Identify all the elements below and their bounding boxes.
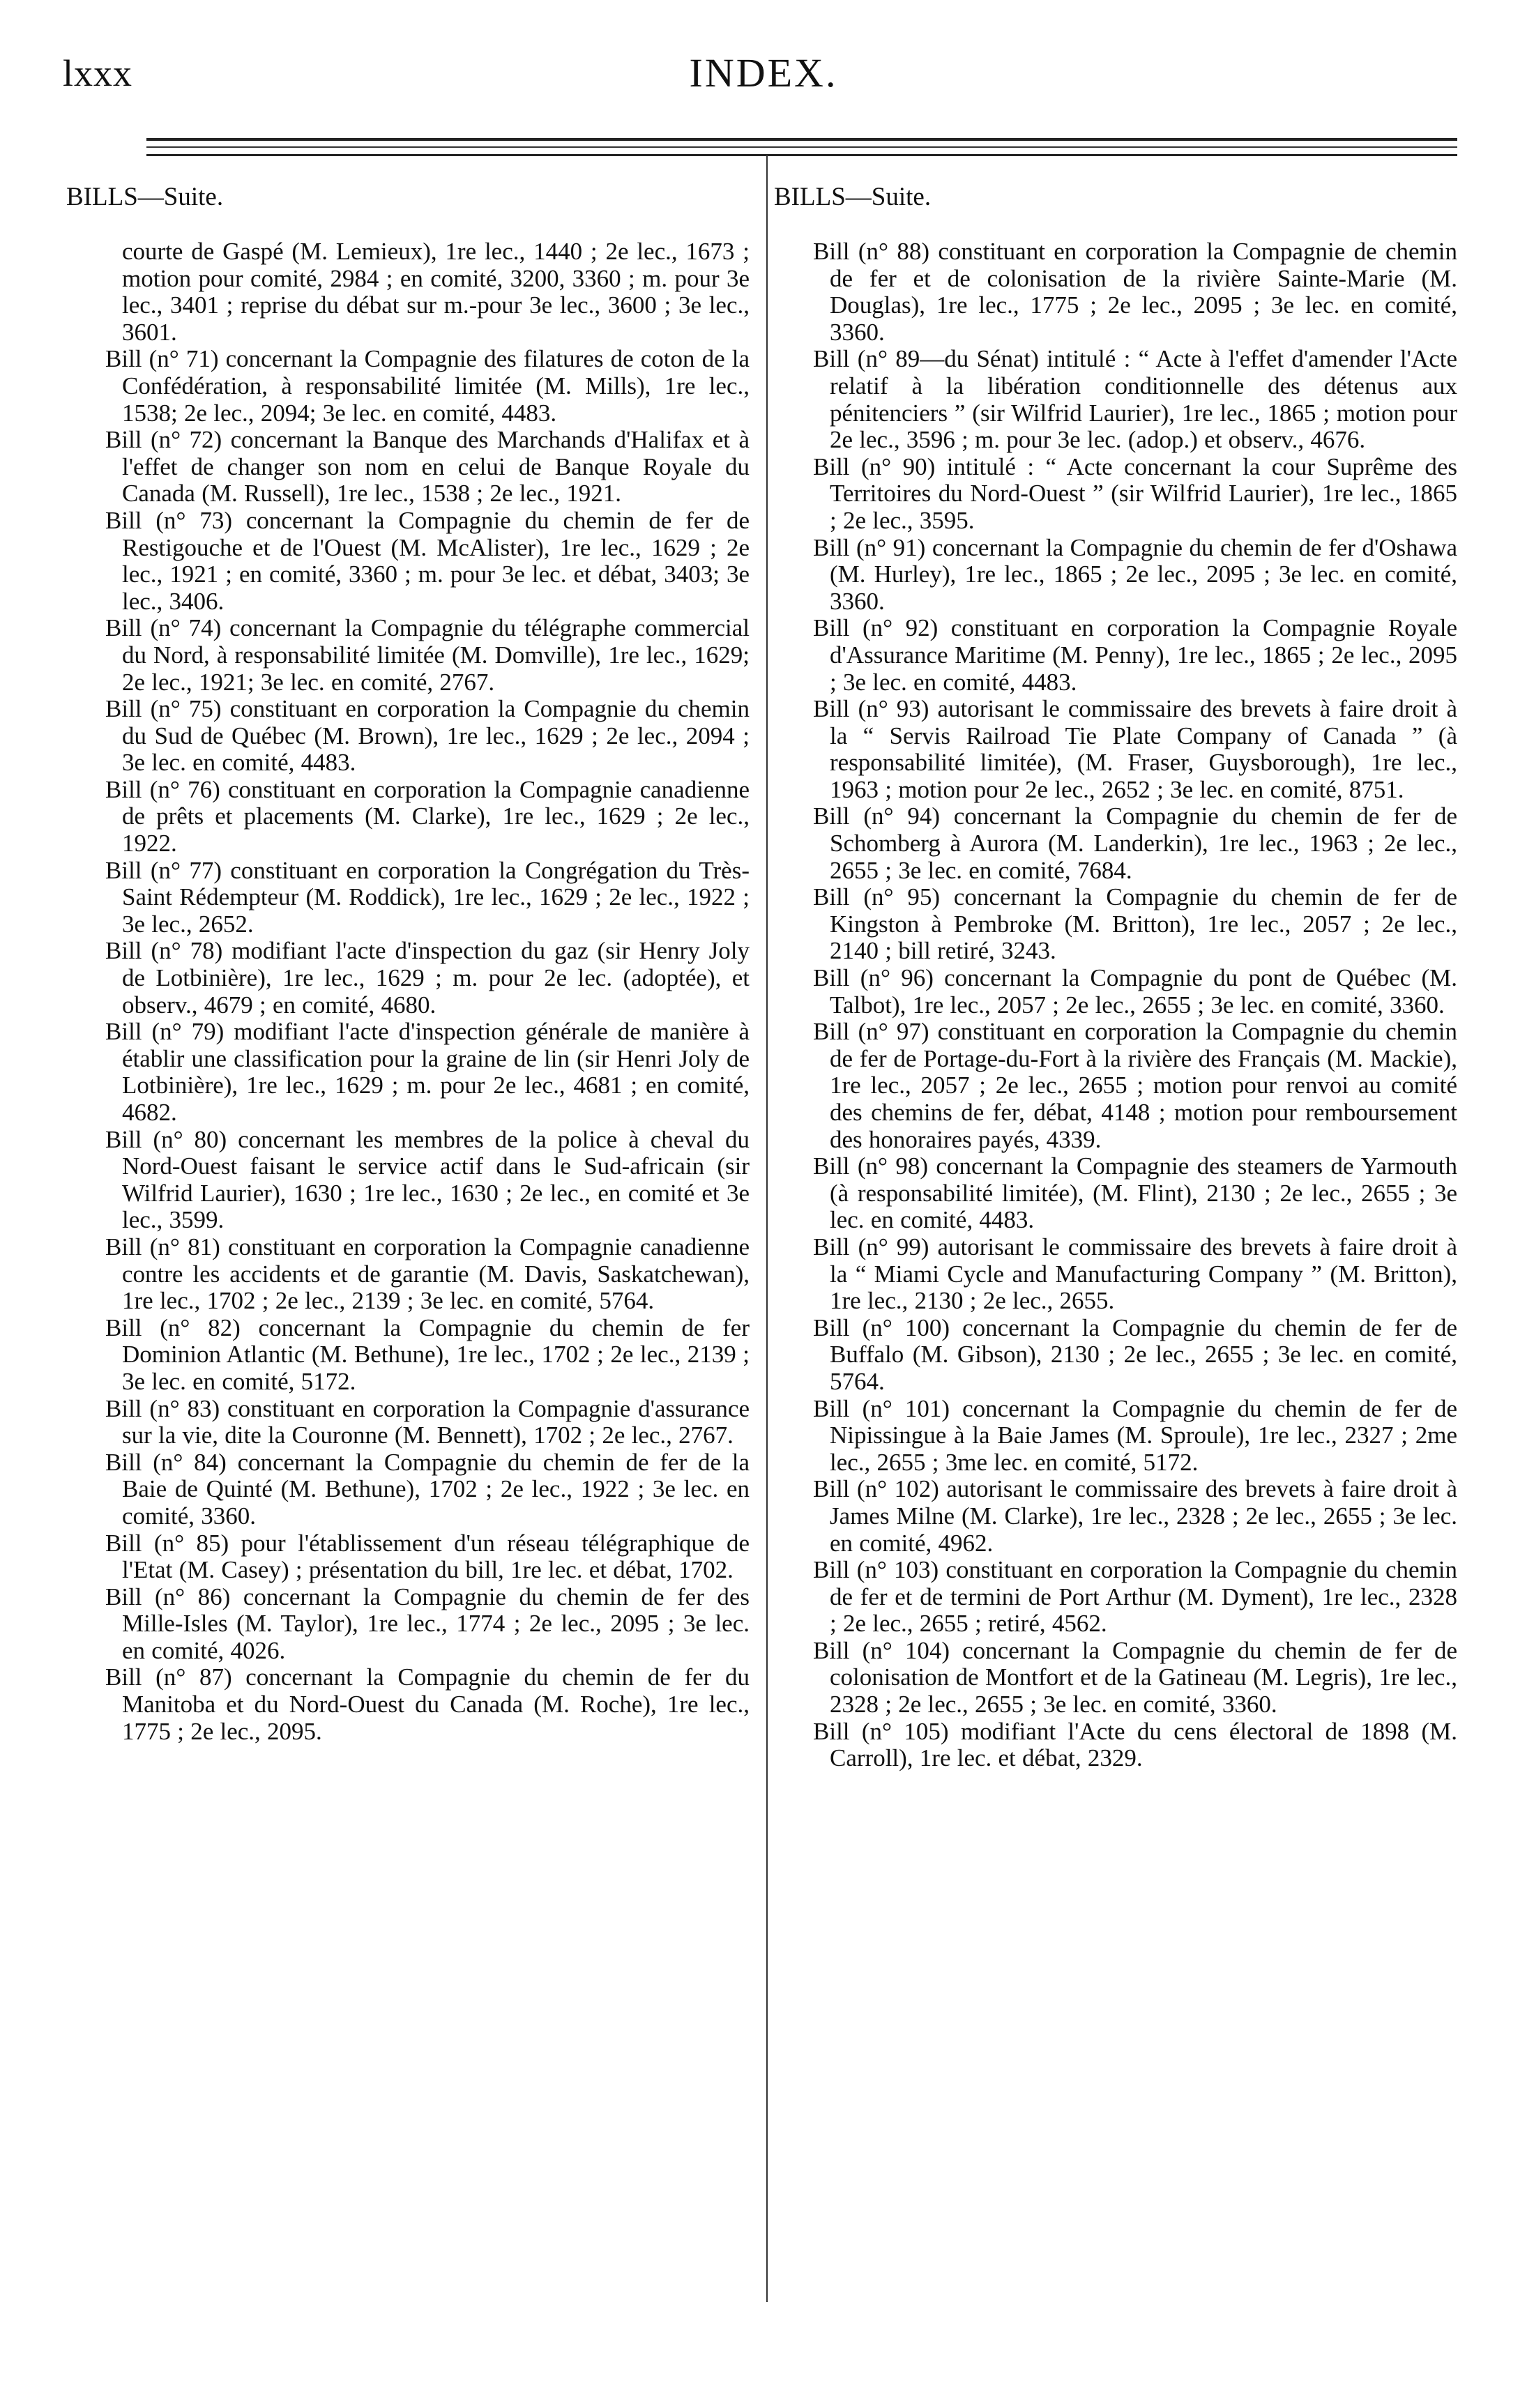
index-entry: Bill (n° 94) concernant la Compagnie du chemin de fer de Schomberg à Aurora (M. Landerkin), 1re lec., 1963 ; 2e lec., 2655 ; 3e lec. en comité, 7684. <box>813 802 1457 884</box>
index-entry: Bill (n° 91) concernant la Compagnie du chemin de fer d'Oshawa (M. Hurley), 1re lec., 1865 ; 2e lec., 2095 ; 3e lec. en comité, 3360. <box>813 533 1457 615</box>
index-entry: Bill (n° 81) constituant en corporation la Compagnie canadienne contre les accidents et de garantie (M. Davis, Saskatchewan), 1re lec., 1702 ; 2e lec., 2139 ; 3e lec. en comité, 5764. <box>105 1233 750 1315</box>
left-column <box>66 180 750 1745</box>
index-entry: Bill (n° 85) pour l'établissement d'un réseau télégraphique de l'Etat (M. Casey) ; présentation du bill, 1re lec. et débat, 1702. <box>105 1529 750 1584</box>
index-entry: Bill (n° 77) constituant en corporation la Congrégation du Très-Saint Rédempteur (M. Roddick), 1re lec., 1629 ; 2e lec., 1922 ; 3e lec., 2652. <box>105 856 750 938</box>
right-column-heading: BILLS—Suite. <box>774 183 932 211</box>
index-entry: Bill (n° 102) autorisant le commissaire des brevets à faire droit à James Milne (M. Clarke), 1re lec., 2328 ; 2e lec., 2655 ; 3e lec. en comité, 4962. <box>813 1475 1457 1557</box>
index-entry: Bill (n° 83) constituant en corporation la Compagnie d'assurance sur la vie, dite la Couronne (M. Bennett), 1702 ; 2e lec., 2767. <box>105 1394 750 1449</box>
index-entry: Bill (n° 90) intitulé : “ Acte concernant la cour Suprême des Territoires du Nord-Ouest ” (sir Wilfrid Laurier), 1re lec., 1865 ; 2e lec., 3595. <box>813 452 1457 534</box>
index-entry: Bill (n° 92) constituant en corporation la Compagnie Royale d'Assurance Maritime (M. Penny), 1re lec., 1865 ; 2e lec., 2095 ; 3e lec. en comité, 4483. <box>813 614 1457 696</box>
index-entry: courte de Gaspé (M. Lemieux), 1re lec., 1440 ; 2e lec., 1673 ; motion pour comité, 2984 ; en comité, 3200, 3360 ; m. pour 3e lec., 3401 ; reprise du débat sur m.-pour 3e lec., 3600 ; 3e lec., 3601. <box>122 238 750 346</box>
index-entry: Bill (n° 98) concernant la Compagnie des steamers de Yarmouth (à responsabilité limitée), (M. Flint), 2130 ; 2e lec., 2655 ; 3e lec. en comité, 4483. <box>813 1152 1457 1234</box>
index-entry: Bill (n° 89—du Sénat) intitulé : “ Acte à l'effet d'amender l'Acte relatif à la libération conditionnelle des détenus aux pénitenciers ” (sir Wilfrid Laurier), 1re lec., 1865 ; motion pour 2e lec., 3596 ; m. pour 3e lec. (adop.) et observ., 4676. <box>813 345 1457 454</box>
index-entry: Bill (n° 100) concernant la Compagnie du chemin de fer de Buffalo (M. Gibson), 2130 ; 2e lec., 2655 ; 3e lec. en comité, 5764. <box>813 1313 1457 1395</box>
index-entry: Bill (n° 73) concernant la Compagnie du chemin de fer de Restigouche et de l'Ouest (M. McAlister), 1re lec., 1629 ; 2e lec., 1921 ; en comité, 3360 ; m. pour 3e lec. et débat, 3403; 3e lec., 3406. <box>105 506 750 615</box>
running-head: INDEX. <box>689 50 838 96</box>
index-entry: Bill (n° 93) autorisant le commissaire des brevets à faire droit à la “ Servis Railroad Tie Plate Company of Canada ” (à responsabilité limitée), (M. Fraser, Guysborough), 1re lec., 1963 ; motion pour 2e lec., 2652 ; 3e lec. en comité, 8751. <box>813 695 1457 803</box>
index-entry: Bill (n° 79) modifiant l'acte d'inspection générale de manière à établir une classification pour la graine de lin (sir Henri Joly de Lotbinière), 1re lec., 1629 ; m. pour 2e lec., 4681 ; en comité, 4682. <box>105 1018 750 1126</box>
index-entry: Bill (n° 84) concernant la Compagnie du chemin de fer de la Baie de Quinté (M. Bethune), 1702 ; 2e lec., 1922 ; 3e lec. en comité, 3360. <box>105 1448 750 1530</box>
right-index-entries <box>774 238 1457 1772</box>
index-entry: Bill (n° 96) concernant la Compagnie du pont de Québec (M. Talbot), 1re lec., 2057 ; 2e lec., 2655 ; 3e lec. en comité, 3360. <box>813 964 1457 1019</box>
index-entry: Bill (n° 78) modifiant l'acte d'inspection du gaz (sir Henry Joly de Lotbinière), 1re lec., 1629 ; m. pour 2e lec. (adoptée), et observ., 4679 ; en comité, 4680. <box>105 937 750 1019</box>
index-entry: Bill (n° 71) concernant la Compagnie des filatures de coton de la Confédération, à responsabilité limitée (M. Mills), 1re lec., 1538; 2e lec., 2094; 3e lec. en comité, 4483. <box>105 345 750 427</box>
index-entry: Bill (n° 104) concernant la Compagnie du chemin de fer de colonisation de Montfort et de la Gatineau (M. Legris), 1re lec., 2328 ; 2e lec., 2655 ; 3e lec. en comité, 3360. <box>813 1636 1457 1719</box>
index-entry: Bill (n° 99) autorisant le commissaire des brevets à faire droit à la “ Miami Cycle and Manufacturing Company ” (M. Britton), 1re lec., 2130 ; 2e lec., 2655. <box>813 1233 1457 1315</box>
index-entry: Bill (n° 88) constituant en corporation la Compagnie de chemin de fer et de colonisation de la rivière Sainte-Marie (M. Douglas), 1re lec., 1775 ; 2e lec., 2095 ; 3e lec. en comité, 3360. <box>813 238 1457 346</box>
index-entry: Bill (n° 86) concernant la Compagnie du chemin de fer des Mille-Isles (M. Taylor), 1re lec., 1774 ; 2e lec., 2095 ; 3e lec. en comité, 4026. <box>105 1583 750 1664</box>
header-rule-middle <box>146 146 1457 148</box>
header-rule-top <box>146 138 1457 141</box>
index-entry: Bill (n° 87) concernant la Compagnie du chemin de fer du Manitoba et du Nord-Ouest du Canada (M. Roche), 1re lec., 1775 ; 2e lec., 2095. <box>105 1663 750 1745</box>
index-entry: Bill (n° 72) concernant la Banque des Marchands d'Halifax et à l'effet de changer son nom en celui de Banque Royale du Canada (M. Russell), 1re lec., 1538 ; 2e lec., 1921. <box>105 426 750 508</box>
right-column <box>774 180 1457 1772</box>
index-entry: Bill (n° 80) concernant les membres de la police à cheval du Nord-Ouest faisant le service actif dans le Sud-africain (sir Wilfrid Laurier), 1630 ; 1re lec., 1630 ; 2e lec., en comité et 3e lec., 3599. <box>105 1125 750 1234</box>
left-index-entries <box>66 238 750 1745</box>
column-divider <box>766 155 768 2302</box>
index-entry: Bill (n° 76) constituant en corporation la Compagnie canadienne de prêts et placements (M. Clarke), 1re lec., 1629 ; 2e lec., 1922. <box>105 775 750 858</box>
index-entry: Bill (n° 105) modifiant l'Acte du cens électoral de 1898 (M. Carroll), 1re lec. et débat, 2329. <box>813 1717 1457 1772</box>
page-number: lxxx <box>63 52 133 94</box>
index-entry: Bill (n° 101) concernant la Compagnie du chemin de fer de Nipissingue à la Baie James (M. Sproule), 1re lec., 2327 ; 2me lec., 2655 ; 3me lec. en comité, 5172. <box>813 1394 1457 1476</box>
header-rule-bottom <box>146 154 1457 156</box>
index-entry: Bill (n° 74) concernant la Compagnie du télégraphe commercial du Nord, à responsabilité limitée (M. Domville), 1re lec., 1629; 2e lec., 1921; 3e lec. en comité, 2767. <box>105 614 750 696</box>
index-entry: Bill (n° 75) constituant en corporation la Compagnie du chemin du Sud de Québec (M. Brown), 1re lec., 1629 ; 2e lec., 2094 ; 3e lec. en comité, 4483. <box>105 695 750 777</box>
left-column-heading: BILLS—Suite. <box>66 183 224 211</box>
index-entry: Bill (n° 82) concernant la Compagnie du chemin de fer Dominion Atlantic (M. Bethune), 1re lec., 1702 ; 2e lec., 2139 ; 3e lec. en comité, 5172. <box>105 1313 750 1395</box>
index-entry: Bill (n° 95) concernant la Compagnie du chemin de fer de Kingston à Pembroke (M. Britton), 1re lec., 2057 ; 2e lec., 2140 ; bill retiré, 3243. <box>813 883 1457 965</box>
index-entry: Bill (n° 97) constituant en corporation la Compagnie du chemin de fer de Portage-du-Fort à la rivière des Français (M. Mackie), 1re lec., 2057 ; 2e lec., 2655 ; motion pour renvoi au comité des chemins de fer, débat, 4148 ; motion pour remboursement des honoraires payés, 4339. <box>813 1018 1457 1153</box>
index-entry: Bill (n° 103) constituant en corporation la Compagnie du chemin de fer et de termini de Port Arthur (M. Dyment), 1re lec., 2328 ; 2e lec., 2655 ; retiré, 4562. <box>813 1556 1457 1638</box>
